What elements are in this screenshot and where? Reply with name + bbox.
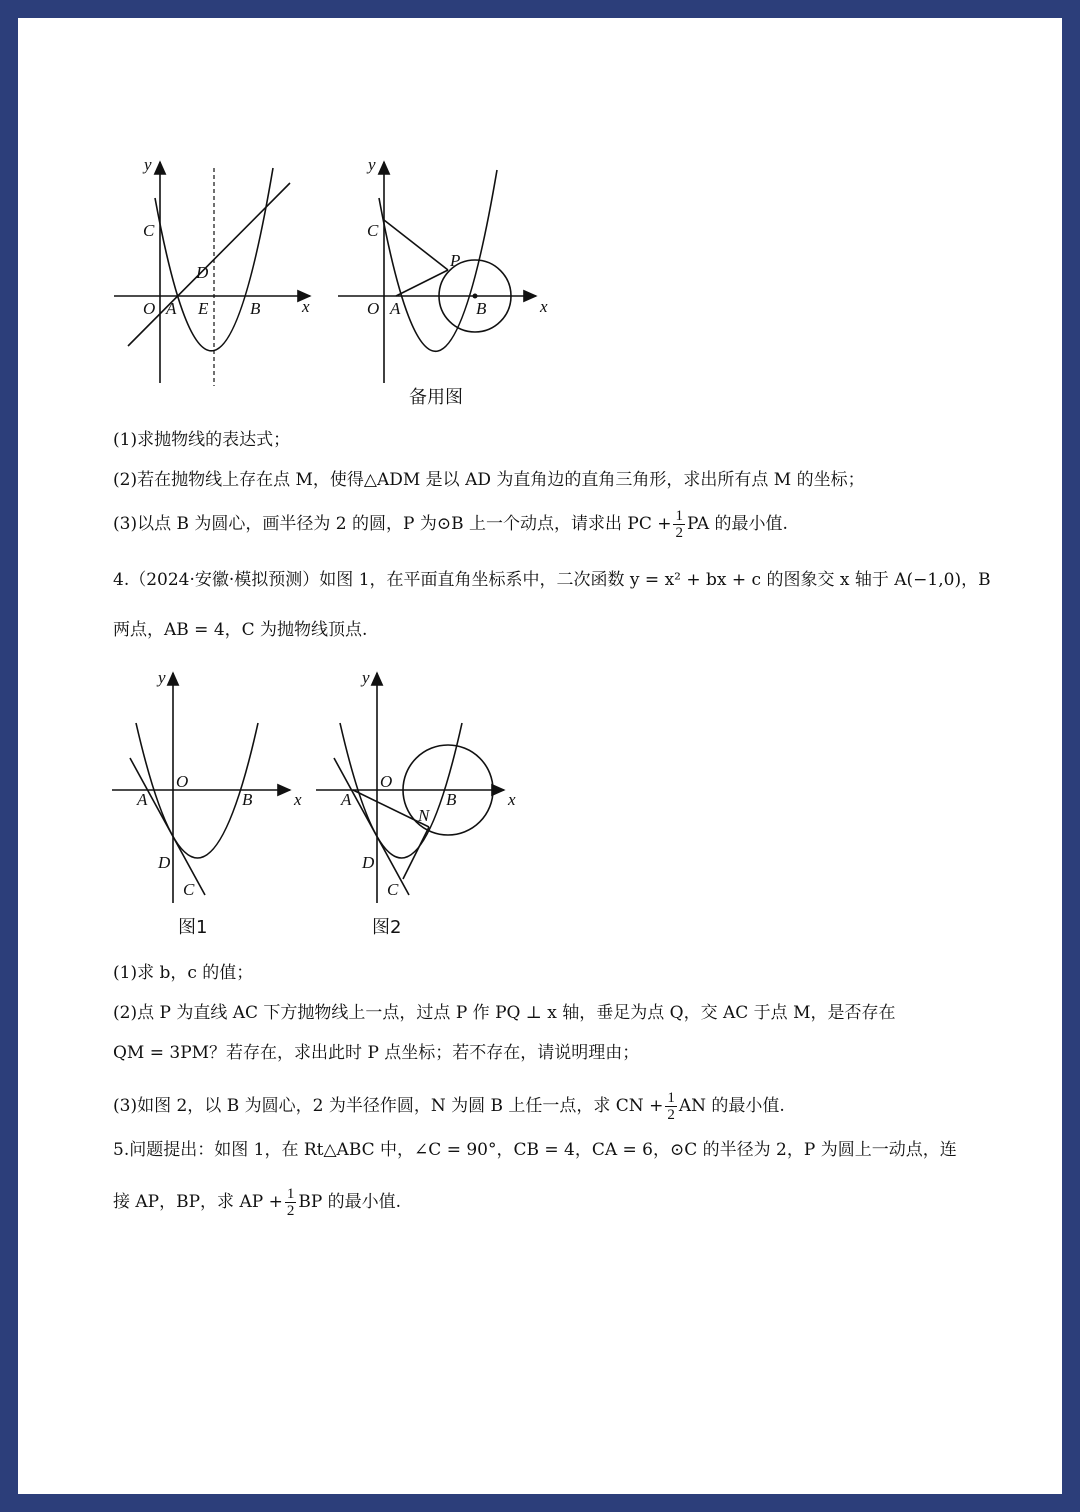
caption-figure-2: 图2 — [372, 917, 402, 938]
label-d: D — [158, 853, 171, 872]
q3-part3 — [113, 508, 788, 541]
label-o: O — [143, 299, 156, 318]
line-ac — [130, 758, 205, 895]
label-c: C — [387, 880, 399, 899]
label-c: C — [367, 221, 379, 240]
q3-part1: (1)求抛物线的表达式； — [113, 430, 291, 450]
q4-part2-line1: (2)点 P 为直线 AC 下方抛物线上一点，过点 P 作 PQ ⊥ x 轴，垂足为点 Q，交 AC 于点 M，是否存在 — [113, 1003, 896, 1023]
label-c: C — [183, 880, 195, 899]
q4-part3-text-b: AN 的最小值. — [678, 1096, 785, 1116]
q4-part2-line2: QM = 3PM？若存在，求出此时 P 点坐标；若不存在，请说明理由； — [113, 1043, 640, 1063]
label-x: x — [294, 790, 302, 809]
q4-part3 — [113, 1090, 785, 1123]
label-d: D — [362, 853, 375, 872]
label-b: B — [250, 299, 261, 318]
center-b — [473, 294, 478, 299]
fraction-half: $\frac{1}{2}$ — [286, 1186, 295, 1219]
label-b: B — [446, 790, 457, 809]
segment-ap — [396, 270, 448, 296]
label-y: y — [144, 155, 152, 174]
label-o: O — [367, 299, 380, 318]
label-o: O — [380, 772, 393, 791]
line-ac — [334, 758, 409, 895]
figure-backup — [330, 148, 560, 408]
label-a: A — [137, 790, 148, 809]
q4-part1: (1)求 b，c 的值； — [113, 963, 254, 983]
fraction-half: $\frac{1}{2}$ — [667, 1090, 675, 1123]
q4-stem-line2: 两点，AB = 4，C 为抛物线顶点. — [113, 620, 368, 640]
label-a: A — [390, 299, 401, 318]
label-n: N — [418, 806, 430, 825]
q5-stem-line2 — [113, 1186, 401, 1219]
q5-stem-text-a: 接 AP，BP，求 AP + — [113, 1192, 283, 1212]
q5-stem-text-b: BP 的最小值. — [298, 1192, 402, 1212]
label-y: y — [362, 668, 370, 687]
q4-stem-line1: 4.（2024·安徽·模拟预测）如图 1，在平面直角坐标系中，二次函数 y = x² + bx + c 的图象交 x 轴于 A(−1,0)，B — [113, 570, 991, 590]
q5-stem-line1: 5.问题提出：如图 1，在 Rt△ABC 中，∠C = 90°，CB = 4，CA = 6，⊙C 的半径为 2，P 为圆上一动点，连 — [113, 1140, 957, 1160]
label-a: A — [166, 299, 177, 318]
fraction-half: $\frac{1}{2}$ — [675, 508, 683, 541]
document-page — [18, 18, 1062, 1494]
q4-part3-text-a: (3)如图 2，以 B 为圆心，2 为半径作圆，N 为圆 B 上任一点，求 CN + — [113, 1096, 664, 1116]
label-c: C — [143, 221, 155, 240]
label-x: x — [508, 790, 516, 809]
figure-2 — [308, 663, 523, 908]
label-a: A — [341, 790, 352, 809]
label-b: B — [242, 790, 253, 809]
label-o: O — [176, 772, 189, 791]
segment-cp — [384, 220, 448, 270]
label-y: y — [158, 668, 166, 687]
label-x: x — [540, 297, 548, 316]
label-e: E — [198, 299, 209, 318]
label-d: D — [196, 263, 209, 282]
caption-backup-figure: 备用图 — [409, 387, 463, 408]
caption-figure-1: 图1 — [178, 917, 208, 938]
line-ad — [128, 183, 290, 346]
q3-part3-text-a: (3)以点 B 为圆心，画半径为 2 的圆，P 为⊙B 上一个动点，请求出 PC + — [113, 514, 672, 534]
label-y: y — [368, 155, 376, 174]
label-x: x — [302, 297, 310, 316]
q3-part2: (2)若在抛物线上存在点 M，使得△ADM 是以 AD 为直角边的直角三角形，求出所有点 M 的坐标； — [113, 470, 865, 490]
figure-parabola-line — [108, 148, 328, 408]
figure-1 — [106, 663, 306, 908]
q3-part3-text-b: PA 的最小值. — [686, 514, 788, 534]
label-p: P — [450, 251, 461, 270]
segment-cn — [403, 827, 429, 879]
label-b: B — [476, 299, 487, 318]
